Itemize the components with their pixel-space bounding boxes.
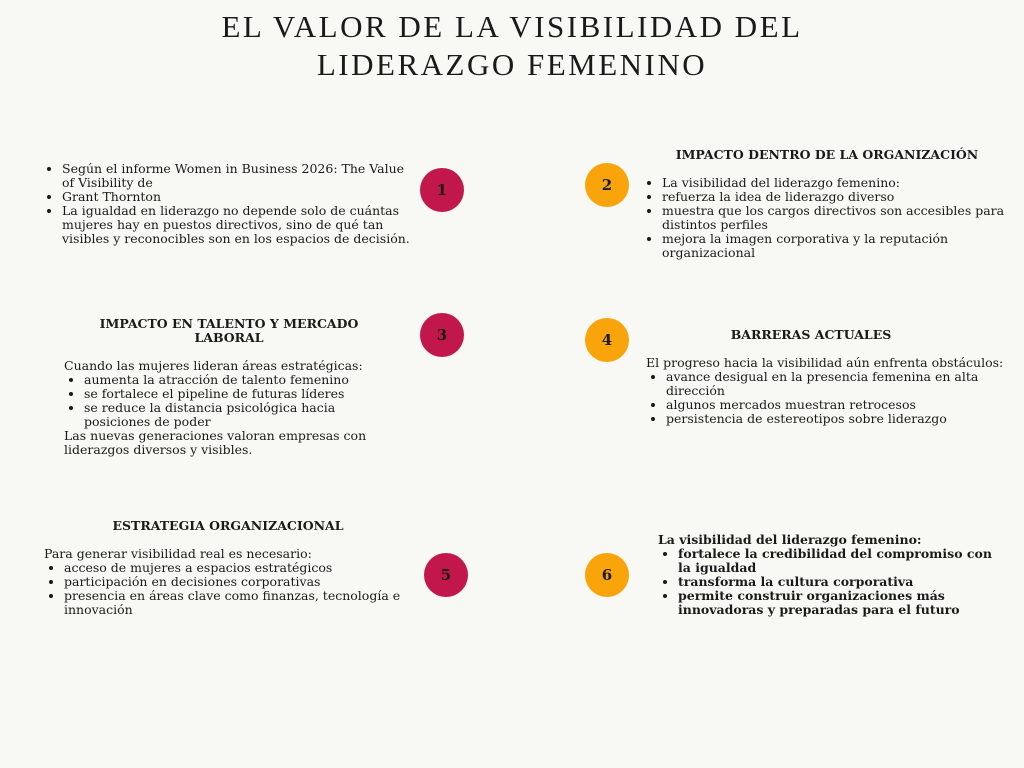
section-6 <box>658 533 1004 617</box>
step-circle-4: 4 <box>585 318 629 362</box>
section-5 <box>44 519 410 617</box>
step-circle-1: 1 <box>420 168 464 212</box>
step-circle-6: 6 <box>585 553 629 597</box>
section-2 <box>642 148 1012 260</box>
section-4-list <box>646 370 1012 426</box>
section-1 <box>42 162 410 246</box>
list-item: • avance desigual en la presencia femenina en alta dirección <box>666 370 1012 398</box>
section-4-heading: BARRERAS ACTUALES <box>730 327 892 342</box>
list-item: • participación en decisiones corporativas <box>64 575 410 589</box>
section-6-intro: La visibilidad del liderazgo femenino: <box>658 532 922 547</box>
section-2-list <box>642 176 1012 260</box>
section-3-heading: IMPACTO EN TALENTO Y MERCADO LABORAL <box>99 316 359 345</box>
list-item: • La igualdad en liderazgo no depende solo de cuántas mujeres hay en puestos directivos, sino de qué tan visibles y reconocibles son en los espacios de decisión. <box>62 204 410 246</box>
section-4-intro: El progreso hacia la visibilidad aún enfrenta obstáculos: <box>646 355 1004 370</box>
section-4 <box>646 328 1012 426</box>
list-item: • aumenta la atracción de talento femenino <box>84 373 404 387</box>
section-1-list <box>42 162 410 246</box>
section-3-outro: Las nuevas generaciones valoran empresas con liderazgos diversos y visibles. <box>64 428 367 457</box>
list-item: • se fortalece el pipeline de futuras líderes <box>84 387 404 401</box>
step-circle-2: 2 <box>585 163 629 207</box>
section-2-heading: IMPACTO DENTRO DE LA ORGANIZACIÓN <box>675 147 979 162</box>
list-item: • muestra que los cargos directivos son accesibles para distintos perfiles <box>662 204 1012 232</box>
list-item: • algunos mercados muestran retrocesos <box>666 398 1012 412</box>
section-6-list <box>658 547 1004 617</box>
list-item: • Según el informe Women in Business 2026: The Value of Visibility de <box>62 162 410 190</box>
list-item: • refuerza la idea de liderazgo diverso <box>662 190 1012 204</box>
section-5-heading: ESTRATEGIA ORGANIZACIONAL <box>112 518 344 533</box>
list-item: • persistencia de estereotipos sobre liderazgo <box>666 412 1012 426</box>
title-line-2: LIDERAZGO FEMENINO <box>316 47 708 82</box>
list-item: • permite construir organizaciones más innovadoras y preparadas para el futuro <box>678 589 1004 617</box>
step-circle-5: 5 <box>424 553 468 597</box>
list-item: • Grant Thornton <box>62 190 410 204</box>
title-line-1: EL VALOR DE LA VISIBILIDAD DEL <box>221 9 803 44</box>
list-item: • mejora la imagen corporativa y la reputación organizacional <box>662 232 1012 260</box>
list-item: • acceso de mujeres a espacios estratégicos <box>64 561 410 575</box>
list-item: • fortalece la credibilidad del compromiso con la igualdad <box>678 547 1004 575</box>
section-5-list <box>44 561 410 617</box>
list-item: • La visibilidad del liderazgo femenino: <box>662 176 1012 190</box>
list-item: • transforma la cultura corporativa <box>678 575 1004 589</box>
page-title <box>0 8 1024 84</box>
list-item: • se reduce la distancia psicológica hacia posiciones de poder <box>84 401 404 429</box>
section-3-intro: Cuando las mujeres lideran áreas estratégicas: <box>64 358 363 373</box>
step-circle-3: 3 <box>420 313 464 357</box>
section-3-list <box>64 373 404 429</box>
section-3 <box>64 317 404 457</box>
list-item: • presencia en áreas clave como finanzas, tecnología e innovación <box>64 589 410 617</box>
section-5-intro: Para generar visibilidad real es necesario: <box>44 546 312 561</box>
